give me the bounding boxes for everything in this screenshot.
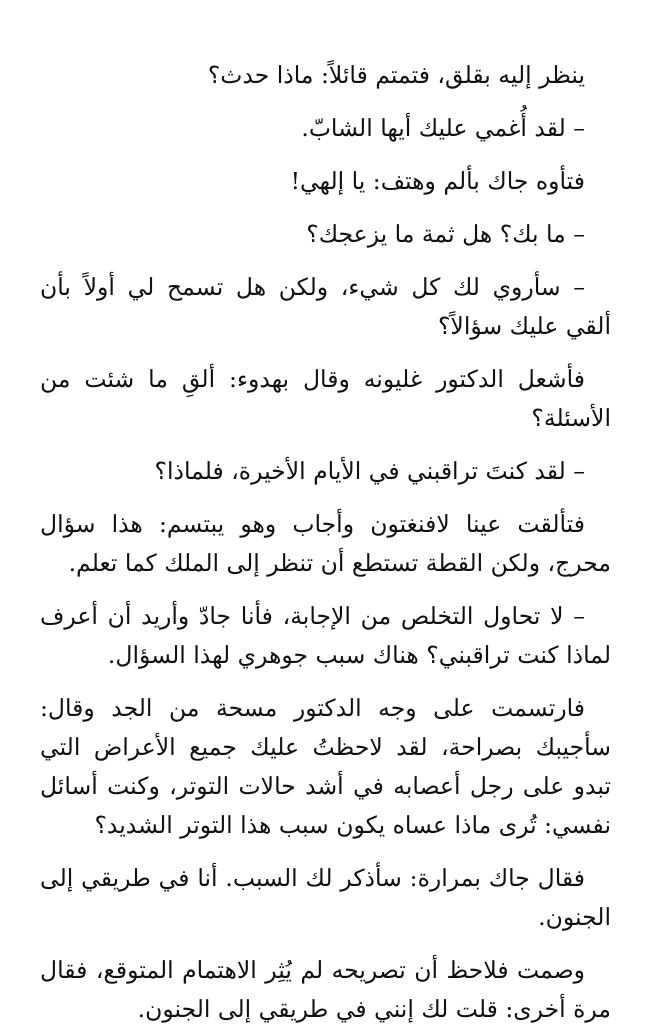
paragraph-10: فارتسمت على وجه الدكتور مسحة من الجد وقال: سأجيبك بصراحة، لقد لاحظتُ عليك جميع الأعراض التي تبدو على رجل أعصابه في أشد حالات التوتر، وكنت أسائل نفسي: تُرى ماذا عساه يكون سبب هذا التوتر الشديد؟	[40, 694, 611, 839]
paragraph-12: وصمت فلاحظ أن تصريحه لم يُثِر الاهتمام المتوقع، فقال مرة أخرى: قلت لك إنني في طريقي إلى الجنون.	[40, 956, 611, 1023]
paragraph-9: – لا تحاول التخلص من الإجابة، فأنا جادّ وأريد أن أعرف لماذا كنت تراقبني؟ هناك سبب جوهري لهذا السؤال.	[40, 602, 611, 669]
paragraph-11: فقال جاك بمرارة: سأذكر لك السبب. أنا في طريقي إلى الجنون.	[40, 864, 611, 931]
paragraph-2: – لقد أُغمي عليك أيها الشابّ.	[301, 114, 585, 142]
paragraph-5: – سأروي لك كل شيء، ولكن هل تسمح لي أولاً بأن ألقي عليك سؤالاً؟	[40, 273, 611, 340]
paragraph-8: فتألقت عينا لافنغتون وأجاب وهو يبتسم: هذا سؤال محرج، ولكن القطة تستطع أن تنظر إلى الملك كما تعلم.	[40, 510, 611, 577]
paragraph-3: فتأوه جاك بألم وهتف: يا إلهي!	[290, 167, 585, 195]
paragraph-6: فأشعل الدكتور غليونه وقال بهدوء: ألقِ ما شئت من الأسئلة؟	[40, 365, 611, 432]
paragraph-4: – ما بك؟ هل ثمة ما يزعجك؟	[306, 220, 585, 248]
paragraph-7: – لقد كنتَ تراقبني في الأيام الأخيرة، فلماذا؟	[154, 457, 585, 485]
paragraph-1: ينظر إليه بقلق، فتمتم قائلاً: ماذا حدث؟	[207, 61, 585, 89]
